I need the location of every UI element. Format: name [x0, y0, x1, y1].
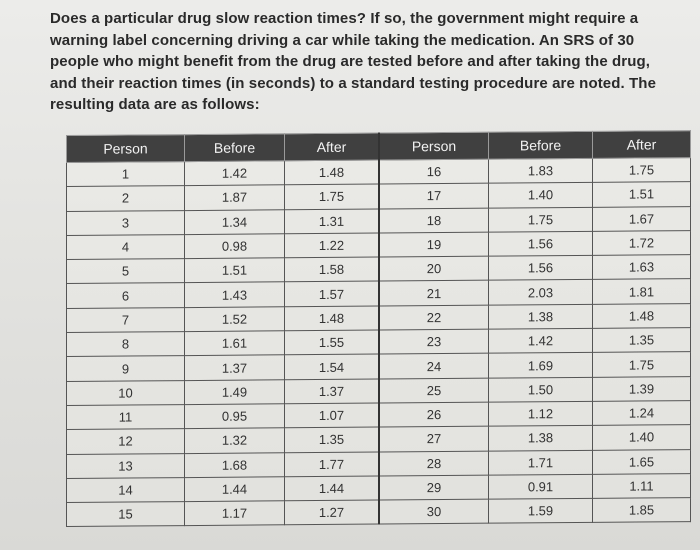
cell-person-2: 24 — [379, 354, 489, 379]
cell-after-2: 1.11 — [593, 473, 691, 498]
cell-after-1: 1.54 — [285, 354, 380, 379]
cell-person-1: 3 — [67, 210, 185, 235]
cell-before-1: 1.44 — [185, 477, 285, 502]
cell-person-2: 30 — [379, 499, 489, 524]
cell-after-1: 1.35 — [285, 427, 380, 452]
data-table-container — [66, 135, 691, 527]
header-person-1: Person — [67, 135, 185, 163]
cell-person-2: 20 — [379, 256, 489, 281]
question-text: Does a particular drug slow reaction times? If so, the government might require a warning label concerning driving a car while taking the medication. An SRS of 30 people who might benefit from the drug are tested before and after taking the drug, and their reaction times (in seconds) to a standard testing procedure are noted. The resulting data are as follows: — [50, 10, 657, 114]
cell-after-2: 1.75 — [593, 158, 691, 183]
cell-person-2: 22 — [379, 305, 489, 330]
cell-before-1: 1.37 — [185, 355, 285, 380]
reaction-time-table — [66, 130, 691, 527]
cell-before-1: 1.17 — [185, 501, 285, 526]
cell-person-1: 14 — [67, 477, 185, 502]
cell-after-2: 1.48 — [593, 303, 691, 328]
cell-after-1: 1.57 — [285, 282, 380, 307]
header-after-2: After — [593, 131, 691, 159]
table-body — [67, 158, 691, 527]
cell-before-2: 1.75 — [489, 207, 593, 232]
cell-person-2: 21 — [379, 281, 489, 306]
cell-after-1: 1.37 — [285, 379, 380, 404]
cell-before-2: 0.91 — [489, 474, 593, 499]
cell-person-2: 26 — [379, 402, 489, 427]
cell-before-2: 1.71 — [489, 450, 593, 475]
cell-person-2: 18 — [379, 208, 489, 233]
cell-person-2: 23 — [379, 329, 489, 354]
cell-before-2: 1.56 — [489, 256, 593, 281]
cell-after-2: 1.65 — [593, 449, 691, 474]
cell-before-1: 1.68 — [185, 452, 285, 477]
cell-after-2: 1.63 — [593, 255, 691, 280]
cell-person-1: 11 — [67, 405, 185, 430]
cell-before-2: 1.56 — [489, 231, 593, 256]
cell-after-1: 1.77 — [285, 452, 380, 477]
cell-person-1: 8 — [67, 332, 185, 357]
cell-before-2: 1.83 — [489, 158, 593, 183]
cell-person-2: 29 — [379, 475, 489, 500]
cell-after-2: 1.85 — [593, 498, 691, 523]
cell-person-1: 7 — [67, 307, 185, 332]
cell-after-2: 1.24 — [593, 401, 691, 426]
cell-before-2: 1.40 — [489, 183, 593, 208]
cell-before-1: 1.49 — [185, 379, 285, 404]
cell-before-1: 0.98 — [185, 234, 285, 259]
cell-before-2: 1.50 — [489, 377, 593, 402]
cell-after-1: 1.58 — [285, 257, 380, 282]
cell-before-1: 1.34 — [185, 209, 285, 234]
cell-person-1: 6 — [67, 283, 185, 308]
cell-person-1: 2 — [67, 186, 185, 211]
cell-before-1: 1.51 — [185, 258, 285, 283]
cell-before-2: 1.59 — [489, 499, 593, 524]
header-before-2: Before — [489, 131, 593, 159]
cell-after-1: 1.55 — [285, 330, 380, 355]
header-after-1: After — [285, 133, 380, 161]
cell-person-1: 10 — [67, 380, 185, 405]
cell-after-1: 1.27 — [285, 500, 380, 525]
cell-after-1: 1.07 — [285, 403, 380, 428]
cell-after-2: 1.72 — [593, 230, 691, 255]
cell-before-1: 1.52 — [185, 307, 285, 332]
cell-person-2: 27 — [379, 426, 489, 451]
cell-person-2: 17 — [379, 183, 489, 208]
cell-after-2: 1.40 — [593, 425, 691, 450]
table-row — [67, 498, 691, 527]
cell-before-1: 1.32 — [185, 428, 285, 453]
cell-before-2: 1.12 — [489, 401, 593, 426]
cell-after-2: 1.51 — [593, 182, 691, 207]
cell-after-1: 1.48 — [285, 160, 380, 185]
cell-person-1: 13 — [67, 453, 185, 478]
cell-before-1: 0.95 — [185, 404, 285, 429]
cell-before-1: 1.61 — [185, 331, 285, 356]
cell-person-2: 28 — [379, 451, 489, 476]
cell-before-1: 1.42 — [185, 161, 285, 186]
cell-person-2: 25 — [379, 378, 489, 403]
cell-person-1: 9 — [67, 356, 185, 381]
cell-person-1: 12 — [67, 429, 185, 454]
cell-person-1: 4 — [67, 234, 185, 259]
cell-before-1: 1.87 — [185, 185, 285, 210]
cell-before-2: 2.03 — [489, 280, 593, 305]
cell-after-2: 1.39 — [593, 376, 691, 401]
cell-after-1: 1.31 — [285, 209, 380, 234]
cell-after-2: 1.67 — [593, 206, 691, 231]
cell-before-2: 1.38 — [489, 426, 593, 451]
cell-after-2: 1.81 — [593, 279, 691, 304]
cell-person-1: 1 — [67, 162, 185, 187]
cell-after-1: 1.48 — [285, 306, 380, 331]
cell-person-2: 19 — [379, 232, 489, 257]
cell-after-1: 1.75 — [285, 184, 380, 209]
cell-before-2: 1.42 — [489, 328, 593, 353]
cell-after-2: 1.75 — [593, 352, 691, 377]
cell-before-2: 1.38 — [489, 304, 593, 329]
cell-after-1: 1.22 — [285, 233, 380, 258]
cell-person-2: 16 — [379, 159, 489, 184]
cell-before-2: 1.69 — [489, 353, 593, 378]
cell-person-1: 15 — [67, 502, 185, 527]
cell-after-1: 1.44 — [285, 476, 380, 501]
header-person-2: Person — [379, 132, 489, 160]
cell-before-1: 1.43 — [185, 282, 285, 307]
cell-person-1: 5 — [67, 259, 185, 284]
cell-after-2: 1.35 — [593, 328, 691, 353]
header-before-1: Before — [185, 134, 285, 162]
